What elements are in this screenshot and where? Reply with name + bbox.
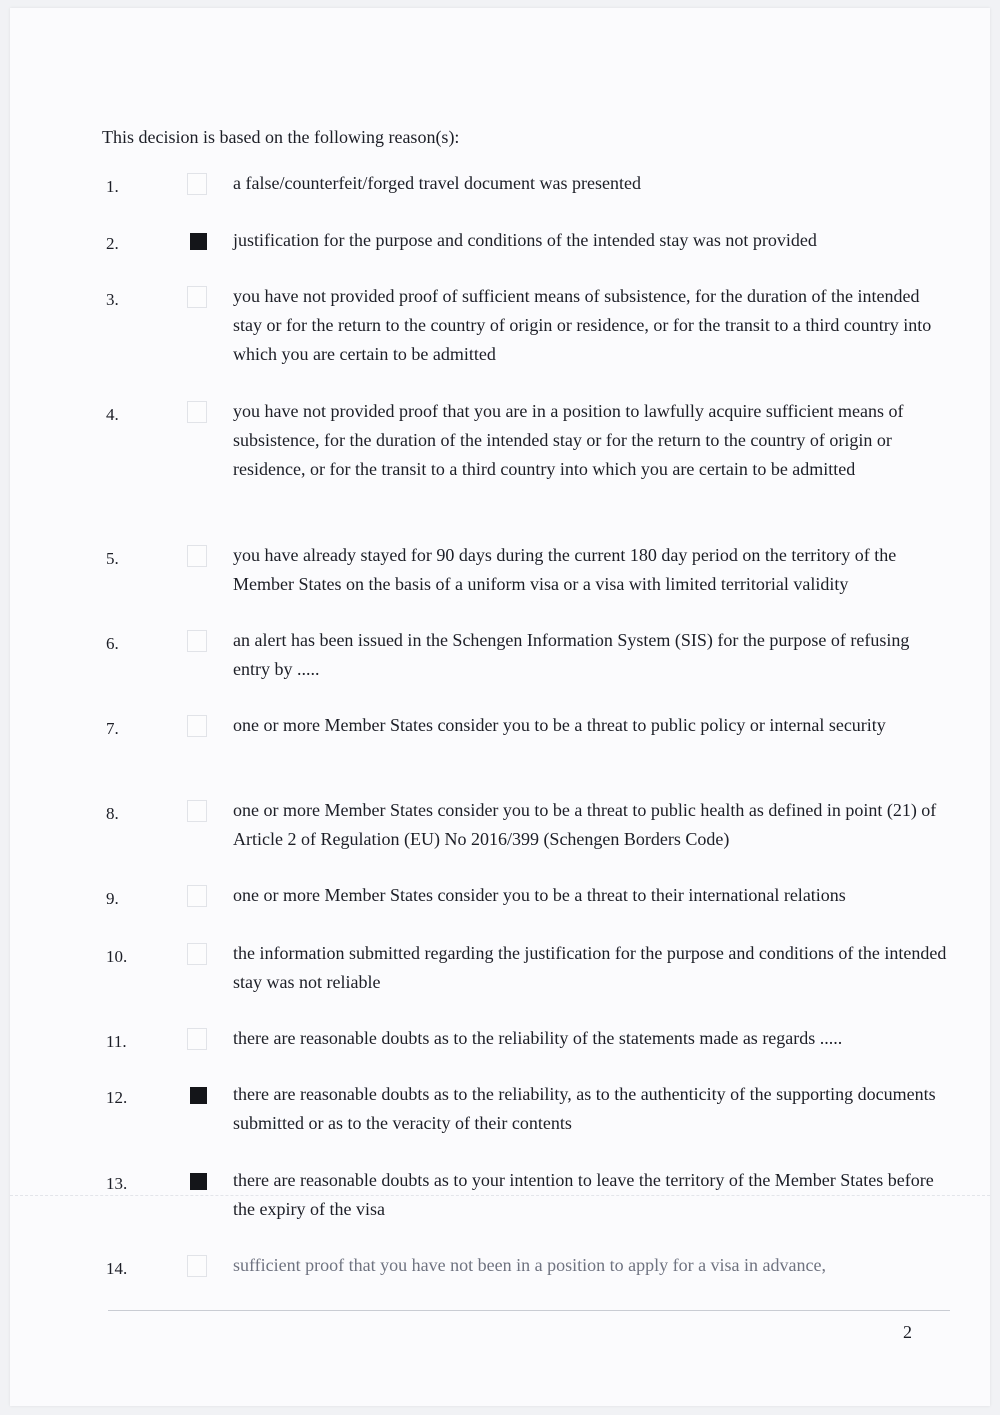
reason-text: there are reasonable doubts as to the reliability of the statements made as regards ..... <box>233 1028 843 1048</box>
reason-text: you have not provided proof that you are in a position to lawfully acquire sufficient means of subsistence, for the duration of the intended stay or for the return to the country of origin or residence, or for the transit to a third country into which you are certain to be admitted <box>233 401 904 479</box>
reason-number: 2. <box>106 234 119 253</box>
reason-text: the information submitted regarding the justification for the purpose and conditions of the intended stay was not reliable <box>233 943 947 992</box>
reason-number: 1. <box>106 177 119 196</box>
reason-text: there are reasonable doubts as to your intention to leave the territory of the Member States before the expiry of the visa <box>233 1170 934 1219</box>
unchecked-checkbox[interactable] <box>187 545 207 567</box>
reason-text: justification for the purpose and conditions of the intended stay was not provided <box>233 230 817 250</box>
unchecked-checkbox[interactable] <box>187 1028 207 1050</box>
checked-checkbox[interactable] <box>190 1087 207 1104</box>
reason-text: one or more Member States consider you to be a threat to public policy or internal security <box>233 715 886 735</box>
unchecked-checkbox[interactable] <box>187 1255 207 1277</box>
reason-text: you have already stayed for 90 days during the current 180 day period on the territory of the Member States on the basis of a uniform visa or a visa with limited territorial validity <box>233 545 897 594</box>
reason-number: 7. <box>106 719 119 738</box>
reason-text: there are reasonable doubts as to the reliability, as to the authenticity of the supporting documents submitted or as to the veracity of their contents <box>233 1084 936 1133</box>
checked-checkbox[interactable] <box>190 233 207 250</box>
unchecked-checkbox[interactable] <box>187 401 207 423</box>
unchecked-checkbox[interactable] <box>187 885 207 907</box>
unchecked-checkbox[interactable] <box>187 800 207 822</box>
unchecked-checkbox[interactable] <box>187 286 207 308</box>
reason-text: sufficient proof that you have not been in a position to apply for a visa in advance, <box>233 1255 827 1275</box>
unchecked-checkbox[interactable] <box>187 715 207 737</box>
reason-text: one or more Member States consider you to be a threat to public health as defined in point (21) of Article 2 of Regulation (EU) No 2016/399 (Schengen Borders Code) <box>233 800 937 849</box>
reason-number: 11. <box>106 1032 127 1051</box>
unchecked-checkbox[interactable] <box>187 630 207 652</box>
reason-number: 8. <box>106 804 119 823</box>
page-number: 2 <box>903 1322 912 1342</box>
reason-text: one or more Member States consider you to be a threat to their international relations <box>233 885 846 905</box>
reason-number: 6. <box>106 634 119 653</box>
unchecked-checkbox[interactable] <box>187 943 207 965</box>
reasons-heading: This decision is based on the following reason(s): <box>102 127 460 147</box>
reason-number: 4. <box>106 405 119 424</box>
reason-text: an alert has been issued in the Schengen Information System (SIS) for the purpose of refusing entry by ..... <box>233 630 910 679</box>
reason-number: 5. <box>106 549 119 568</box>
reason-text: a false/counterfeit/forged travel document was presented <box>233 173 641 193</box>
reason-number: 3. <box>106 290 119 309</box>
reason-number: 13. <box>106 1174 128 1193</box>
reason-number: 14. <box>106 1259 128 1278</box>
reason-text: you have not provided proof of sufficient means of subsistence, for the duration of the intended stay or for the return to the country of origin or residence, or for the transit to a third country into which you are certain to be admitted <box>233 286 932 364</box>
reason-number: 9. <box>106 889 119 908</box>
unchecked-checkbox[interactable] <box>187 173 207 195</box>
checked-checkbox[interactable] <box>190 1173 207 1190</box>
reason-number: 10. <box>106 947 128 966</box>
reason-number: 12. <box>106 1088 128 1107</box>
footer-divider <box>108 1310 950 1311</box>
